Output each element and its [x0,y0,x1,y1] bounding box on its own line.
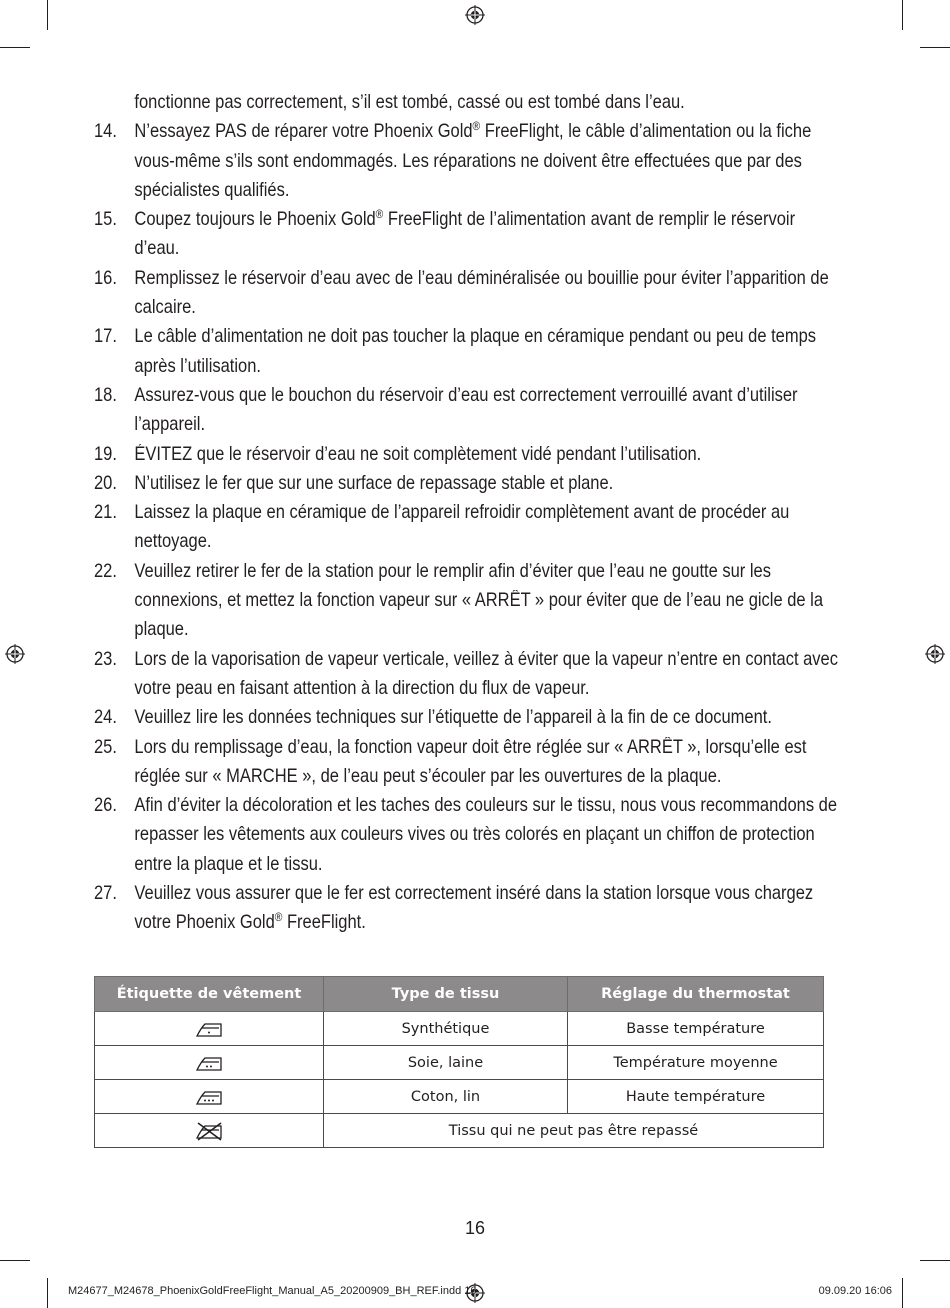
thermostat-setting-cell: Température moyenne [568,1046,824,1080]
fabric-type-cell: Soie, laine [324,1046,568,1080]
registration-mark-icon [465,5,485,25]
instruction-text-main: calcaire. [134,297,196,319]
instruction-text [134,381,797,410]
safety-instructions-list [94,88,864,938]
table-row [95,1114,824,1148]
crop-mark-top-right-horizontal [920,47,950,48]
instruction-text-main: Remplissez le réservoir d’eau avec de l’eau déminéralisée ou bouillie pour éviter l’apparition de [134,267,829,289]
instruction-text-main: Veuillez retirer le fer de la station pour le remplir afin d’éviter que l’eau ne goutte sur les [134,560,771,582]
instruction-text-main: après l’utilisation. [134,355,262,377]
instruction-number: 23. [94,648,117,670]
ironing-care-table [94,976,824,1148]
instruction-text-main: Veuillez vous assurer que le fer est correctement inséré dans la station lorsque vous chargez [134,883,814,905]
instruction-text-main: vous-même s’ils sont endommagés. Les réparations ne doivent être effectuées que par des [134,150,802,172]
instruction-text [134,615,188,644]
thermostat-setting-cell: Haute température [568,1080,824,1114]
crop-mark-bottom-left-horizontal [0,1260,30,1261]
instruction-line [94,674,756,703]
instruction-line [94,264,829,293]
instruction-number: 20. [94,472,117,494]
instruction-text [134,88,684,117]
crop-mark-bottom-right-horizontal [920,1260,950,1261]
instruction-text [134,234,179,263]
instruction-line [94,850,756,879]
registered-trademark-symbol: ® [274,910,283,925]
print-slug-date: 09.09.20 16:06 [818,1285,892,1297]
instruction-line [94,322,817,351]
instruction-line [94,879,814,908]
instruction-text-main: Le câble d’alimentation ne doit pas toucher la plaque en céramique pendant ou peu de temps [134,326,817,348]
page-number: 16 [464,1218,486,1238]
instruction-text [134,850,322,879]
instruction-text-main: Lors de la vaporisation de vapeur verticale, veillez à éviter que la vapeur n’entre en contact avec [134,648,838,670]
instruction-text [134,645,838,674]
garment-label-cell [95,1114,324,1148]
instruction-line [94,469,756,498]
instruction-line [94,381,798,410]
instruction-text [134,820,814,849]
instruction-line [94,293,756,322]
crop-mark-bottom-right-vertical [902,1278,903,1308]
column-header-thermostat-setting: Réglage du thermostat [568,977,824,1012]
fabric-type-cell: Synthétique [324,1012,568,1046]
instruction-line [94,762,756,791]
instruction-number: 16. [94,267,117,289]
instruction-text-main: Veuillez lire les données techniques sur l’étiquette de l’appareil à la fin de ce document. [134,707,772,729]
instruction-line [94,820,815,849]
instruction-line [94,791,838,820]
fabric-type-cell: Coton, lin [324,1080,568,1114]
instruction-line [94,147,802,176]
instruction-text [134,264,828,293]
instruction-line [94,908,756,937]
crop-mark-top-left-vertical [47,0,48,30]
instruction-text-main: réglée sur « MARCHE », de l’eau peut s’écouler par les ouvertures de la plaque. [134,765,722,787]
instruction-line [94,88,756,117]
instruction-line [94,352,756,381]
instruction-number: 14. [94,121,117,143]
print-slug-filename: M24677_M24678_PhoenixGoldFreeFlight_Manual_A5_20200909_BH_REF.indd 16 [68,1285,477,1297]
instruction-text [134,762,721,791]
instruction-text [134,352,261,381]
instruction-text-main: Lors du remplissage d’eau, la fonction vapeur doit être réglée sur « ARRÊT », lorsqu’elle est [134,736,807,758]
column-header-garment-label: Étiquette de vêtement [95,977,324,1012]
instruction-line [94,557,771,586]
instruction-line [94,498,790,527]
instruction-line [94,440,756,469]
instruction-text-main: connexions, et mettez la fonction vapeur sur « ARRÊT » pour éviter que de l’eau ne gicle de la [134,590,823,612]
instruction-number: 15. [94,209,117,231]
registered-trademark-symbol: ® [375,207,384,222]
crop-mark-bottom-left-vertical [47,1278,48,1308]
fabric-type-cell: Tissu qui ne peut pas être repassé [324,1114,824,1148]
instruction-line [94,645,838,674]
instruction-number: 26. [94,795,117,817]
instruction-text [134,791,837,820]
do-not-iron-icon [194,1121,224,1141]
instruction-text [134,674,589,703]
instruction-text-main: fonctionne pas correctement, s’il est tombé, cassé ou est tombé dans l’eau. [134,92,685,113]
instruction-text-main: entre la plaque et le tissu. [134,853,323,875]
instruction-text [134,498,789,527]
crop-mark-top-left-horizontal [0,47,30,48]
instruction-line [94,615,756,644]
instruction-text-tail: FreeFlight. [282,912,366,934]
crop-mark-top-right-vertical [902,0,903,30]
instruction-text [134,322,816,351]
instruction-number: 19. [94,443,117,465]
instruction-line [94,733,807,762]
instruction-text-main: plaque. [134,619,189,641]
instruction-line [94,410,756,439]
instruction-text-main: d’eau. [134,238,180,260]
instruction-text [134,879,813,908]
instruction-text-tail: FreeFlight, le câble d’alimentation ou la fiche [480,121,812,143]
instruction-text [134,527,211,556]
instruction-text [134,557,771,586]
iron-three-dots-icon [194,1087,224,1107]
registration-mark-icon [925,644,945,664]
column-header-fabric-type: Type de tissu [324,977,568,1012]
instruction-text-main: nettoyage. [134,531,212,553]
instruction-text-main: Assurez-vous que le bouchon du réservoir d’eau est correctement verrouillé avant d’utiliser [134,384,798,406]
instruction-line [94,703,772,732]
instruction-text [134,469,613,498]
instruction-text-main: Afin d’éviter la décoloration et les taches des couleurs sur le tissu, nous vous recommandons de [134,795,838,817]
instruction-number: 27. [94,883,117,905]
instruction-number: 22. [94,560,117,582]
instruction-text [134,147,801,176]
instruction-text [134,908,365,937]
registration-mark-icon [5,644,25,664]
instruction-text [134,117,811,146]
instruction-text [134,176,289,205]
iron-two-dots-icon [194,1053,224,1073]
instruction-text [134,703,772,732]
garment-label-cell [95,1080,324,1114]
instruction-text-tail: FreeFlight de l’alimentation avant de remplir le réservoir [383,209,796,231]
instruction-line [94,234,756,263]
instruction-number: 24. [94,707,117,729]
table-row [95,1012,824,1046]
instruction-line [94,176,756,205]
instruction-text-main: spécialistes qualifiés. [134,179,290,201]
instruction-text-main: Laissez la plaque en céramique de l’appareil refroidir complètement avant de procéder au [134,502,790,524]
instruction-text [134,410,205,439]
thermostat-setting-cell: Basse température [568,1012,824,1046]
instruction-line [94,205,796,234]
instruction-text-main: N’utilisez le fer que sur une surface de repassage stable et plane. [134,472,614,494]
table-header-row [95,977,824,1012]
instruction-number: 17. [94,326,117,348]
garment-label-cell [95,1046,324,1080]
instruction-text-main: Coupez toujours le Phoenix Gold [134,209,376,231]
table-row [95,1080,824,1114]
instruction-text-main: repasser les vêtements aux couleurs vives ou très colorés en plaçant un chiffon de protection [134,824,815,846]
registered-trademark-symbol: ® [472,119,481,134]
instruction-text [134,733,806,762]
garment-label-cell [95,1012,324,1046]
instruction-line [94,527,756,556]
instruction-text [134,586,823,615]
instruction-text-main: votre Phoenix Gold [134,912,275,934]
instruction-text [134,205,795,234]
instruction-line [94,117,812,146]
instruction-number: 21. [94,502,117,524]
instruction-text [134,440,701,469]
instruction-text-main: votre peau en faisant attention à la direction du flux de vapeur. [134,677,590,699]
instruction-number: 18. [94,384,117,406]
instruction-text-main: N’essayez PAS de réparer votre Phoenix Gold [134,121,473,143]
instruction-line [94,586,823,615]
table-row [95,1046,824,1080]
iron-one-dot-icon [194,1019,224,1039]
instruction-text-main: l’appareil. [134,414,206,436]
instruction-text-main: ÉVITEZ que le réservoir d’eau ne soit complètement vidé pendant l’utilisation. [134,443,702,465]
instruction-text [134,293,195,322]
instruction-number: 25. [94,736,117,758]
